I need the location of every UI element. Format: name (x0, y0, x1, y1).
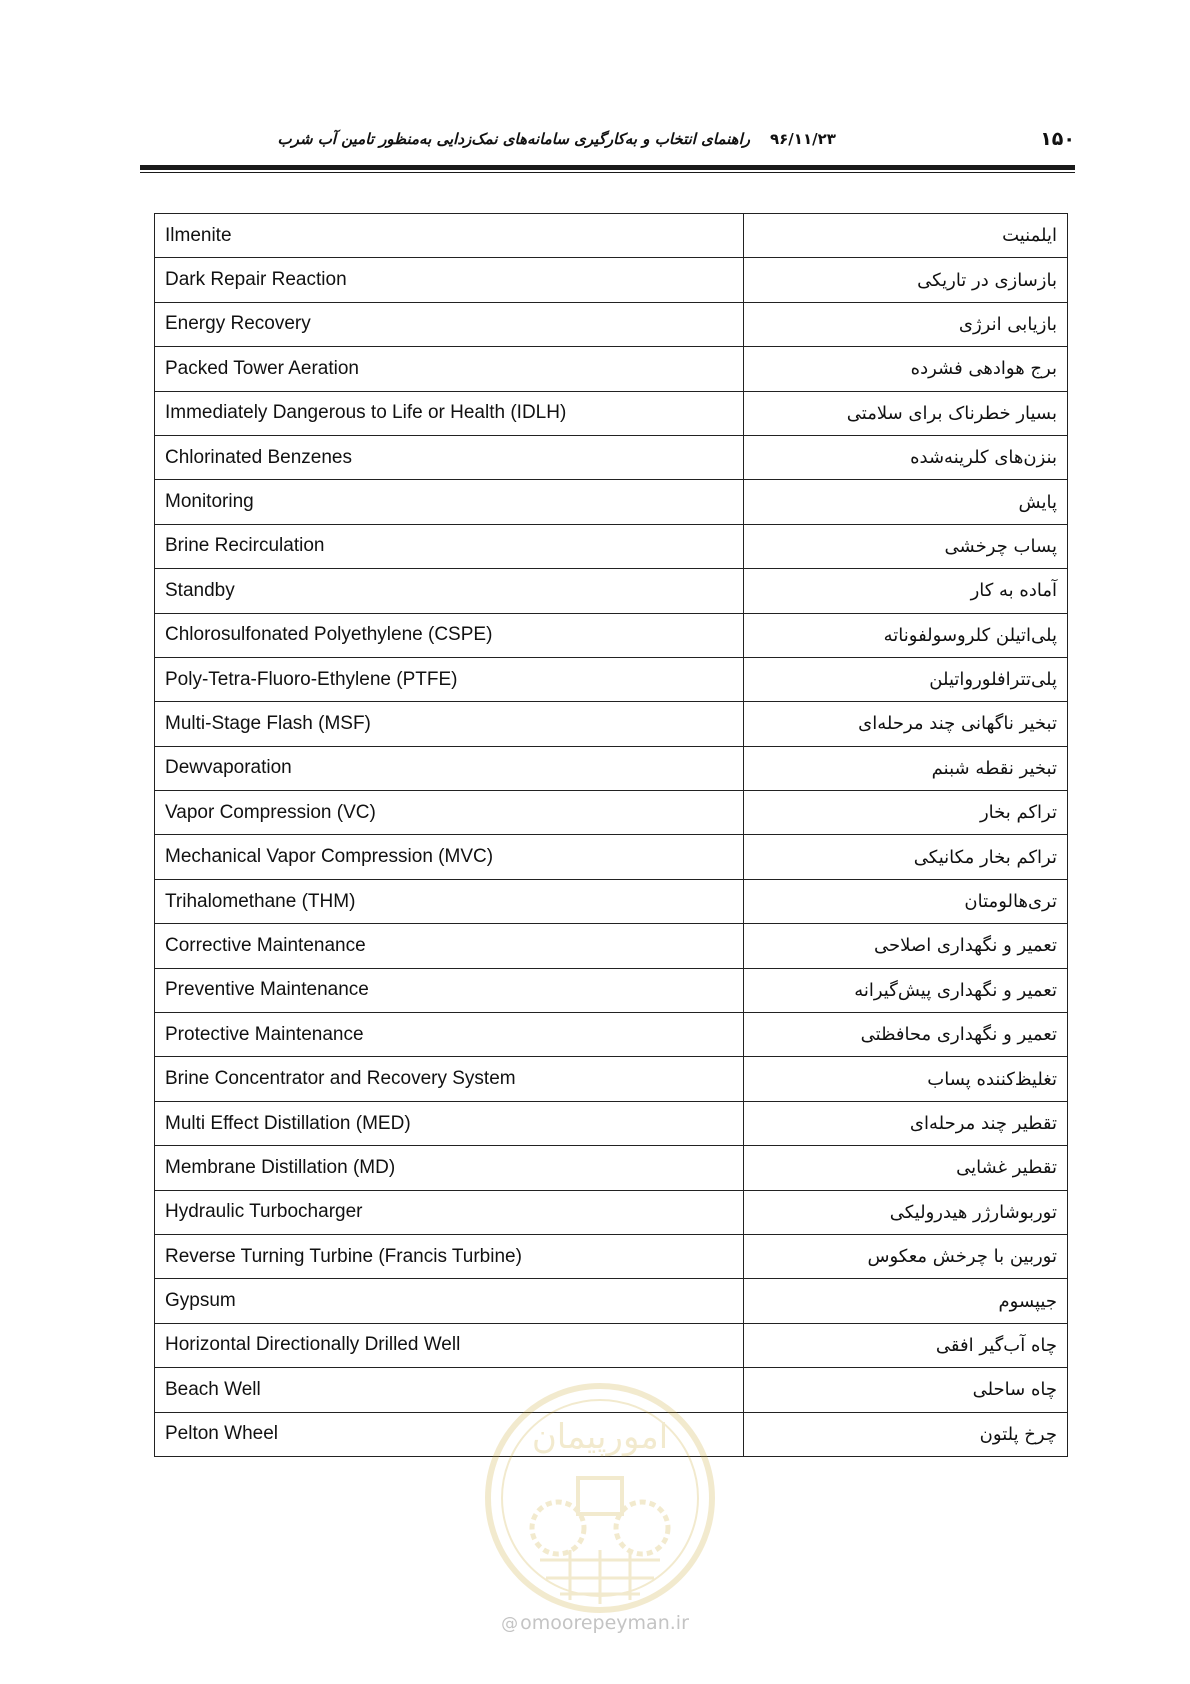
english-term: Multi Effect Distillation (MED) (155, 1101, 744, 1145)
english-term: Trihalomethane (THM) (155, 879, 744, 923)
persian-term: پلی‌اتیلن کلروسولفوناته (744, 613, 1068, 657)
english-term: Packed Tower Aeration (155, 347, 744, 391)
header-date: ۹۶/۱۱/۲۳ (770, 130, 836, 148)
english-term: Dewvaporation (155, 746, 744, 790)
header-rule-thick (140, 165, 1075, 170)
glossary-table (154, 213, 1068, 1457)
table-row (155, 480, 1068, 524)
table-row (155, 1323, 1068, 1367)
table-row (155, 1412, 1068, 1456)
english-term: Monitoring (155, 480, 744, 524)
table-row (155, 1368, 1068, 1412)
persian-term: تراکم بخار مکانیکی (744, 835, 1068, 879)
persian-term: چاه ساحلی (744, 1368, 1068, 1412)
table-row (155, 1146, 1068, 1190)
persian-term: پساب چرخشی (744, 524, 1068, 568)
table-row (155, 1013, 1068, 1057)
english-term: Corrective Maintenance (155, 924, 744, 968)
persian-term: تبخیر نقطه شبنم (744, 746, 1068, 790)
persian-term: برج هوادهی فشرده (744, 347, 1068, 391)
persian-term: بنزن‌های کلرینه‌شده (744, 435, 1068, 479)
page-header (140, 128, 1075, 162)
persian-term: تبخیر ناگهانی چند مرحله‌ای (744, 702, 1068, 746)
english-term: Ilmenite (155, 214, 744, 258)
table-row (155, 214, 1068, 258)
english-term: Gypsum (155, 1279, 744, 1323)
table-row (155, 657, 1068, 701)
english-term: Poly-Tetra-Fluoro-Ethylene (PTFE) (155, 657, 744, 701)
english-term: Protective Maintenance (155, 1013, 744, 1057)
page-number: ۱۵۰ (1040, 128, 1075, 150)
watermark-site (0, 1612, 1190, 1634)
table-row (155, 391, 1068, 435)
table-row (155, 1101, 1068, 1145)
persian-term: آماده به کار (744, 569, 1068, 613)
table-row (155, 968, 1068, 1012)
table-row (155, 524, 1068, 568)
watermark-site-text: omoorepeyman.ir (520, 1612, 689, 1634)
english-term: Energy Recovery (155, 302, 744, 346)
english-term: Vapor Compression (VC) (155, 791, 744, 835)
english-term: Preventive Maintenance (155, 968, 744, 1012)
english-term: Standby (155, 569, 744, 613)
table-row (155, 258, 1068, 302)
table-row (155, 1057, 1068, 1101)
persian-term: تعمیر و نگهداری پیش‌گیرانه (744, 968, 1068, 1012)
english-term: Beach Well (155, 1368, 744, 1412)
english-term: Chlorinated Benzenes (155, 435, 744, 479)
table-row (155, 569, 1068, 613)
persian-term: چرخ پلتون (744, 1412, 1068, 1456)
table-row (155, 924, 1068, 968)
english-term: Pelton Wheel (155, 1412, 744, 1456)
persian-term: ایلمنیت (744, 214, 1068, 258)
english-term: Mechanical Vapor Compression (MVC) (155, 835, 744, 879)
persian-term: توربوشارژر هیدرولیکی (744, 1190, 1068, 1234)
persian-term: توربین با چرخش معکوس (744, 1234, 1068, 1278)
english-term: Membrane Distillation (MD) (155, 1146, 744, 1190)
persian-term: پلی‌تترافلورواتیلن (744, 657, 1068, 701)
watermark-seal-text: امورپیمان (531, 1417, 669, 1457)
table-row (155, 613, 1068, 657)
persian-term: تقطیر غشایی (744, 1146, 1068, 1190)
persian-term: پایش (744, 480, 1068, 524)
english-term: Hydraulic Turbocharger (155, 1190, 744, 1234)
english-term: Dark Repair Reaction (155, 258, 744, 302)
persian-term: تغلیظ‌کننده پساب (744, 1057, 1068, 1101)
header-rule-thin (140, 172, 1075, 173)
glossary-body (155, 214, 1068, 1457)
persian-term: بسیار خطرناک برای سلامتی (744, 391, 1068, 435)
table-row (155, 702, 1068, 746)
table-row (155, 347, 1068, 391)
persian-term: تعمیر و نگهداری اصلاحی (744, 924, 1068, 968)
persian-term: تراکم بخار (744, 791, 1068, 835)
table-row (155, 1190, 1068, 1234)
table-row (155, 1279, 1068, 1323)
persian-term: چاه آب‌گیر افقی (744, 1323, 1068, 1367)
table-row (155, 791, 1068, 835)
persian-term: جیپسوم (744, 1279, 1068, 1323)
at-sign-icon: @ (501, 1614, 519, 1634)
table-row (155, 746, 1068, 790)
table-row (155, 435, 1068, 479)
running-title: راهنمای انتخاب و به‌کارگیری سامانه‌های نمک‌زدایی به‌منظور تامین آب شرب (277, 130, 750, 148)
english-term: Reverse Turning Turbine (Francis Turbine) (155, 1234, 744, 1278)
persian-term: تری‌هالومتان (744, 879, 1068, 923)
english-term: Multi-Stage Flash (MSF) (155, 702, 744, 746)
table-row (155, 1234, 1068, 1278)
table-row (155, 879, 1068, 923)
table-row (155, 302, 1068, 346)
english-term: Horizontal Directionally Drilled Well (155, 1323, 744, 1367)
persian-term: بازسازی در تاریکی (744, 258, 1068, 302)
english-term: Brine Concentrator and Recovery System (155, 1057, 744, 1101)
table-row (155, 835, 1068, 879)
english-term: Chlorosulfonated Polyethylene (CSPE) (155, 613, 744, 657)
persian-term: تقطیر چند مرحله‌ای (744, 1101, 1068, 1145)
persian-term: تعمیر و نگهداری محافظتی (744, 1013, 1068, 1057)
english-term: Immediately Dangerous to Life or Health (IDLH) (155, 391, 744, 435)
persian-term: بازیابی انرژی (744, 302, 1068, 346)
english-term: Brine Recirculation (155, 524, 744, 568)
